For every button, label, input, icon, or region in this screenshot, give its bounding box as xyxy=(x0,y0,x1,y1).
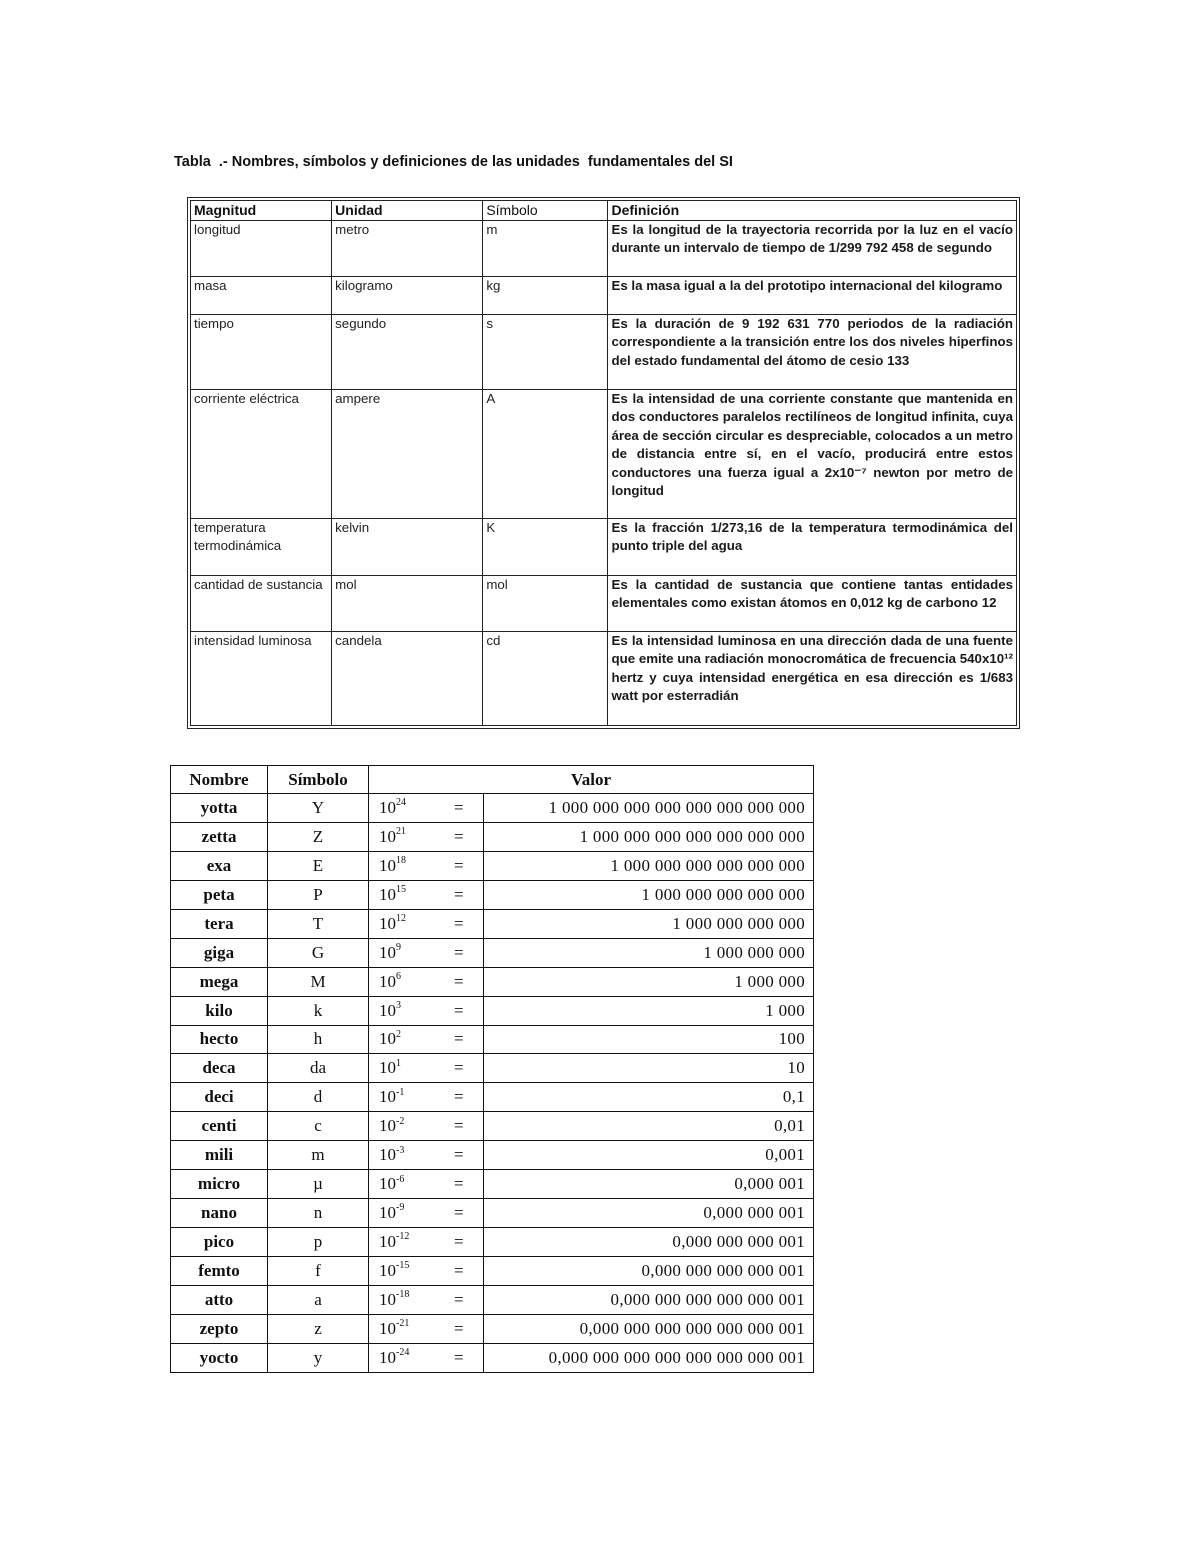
prefix-symbol: G xyxy=(268,938,369,967)
prefix-name: nano xyxy=(171,1199,268,1228)
prefix-row-micro xyxy=(171,1170,814,1199)
prefix-value: 1 000 xyxy=(484,996,814,1025)
prefix-power xyxy=(369,1257,435,1286)
si-base-units-table-frame xyxy=(187,197,1020,729)
page-title: Tabla .- Nombres, símbolos y definiciones de las unidades fundamentales del SI xyxy=(174,154,733,170)
prefix-row-deca xyxy=(171,1054,814,1083)
power-exponent: 2 xyxy=(396,1028,401,1040)
power-base: 10 xyxy=(379,884,396,904)
prefix-name: zepto xyxy=(171,1314,268,1343)
prefix-name: deca xyxy=(171,1054,268,1083)
power-exponent: -2 xyxy=(396,1115,405,1127)
prefix-symbol: da xyxy=(268,1054,369,1083)
prefix-value: 0,000 000 000 000 000 001 xyxy=(484,1285,814,1314)
prefix-power xyxy=(369,1170,435,1199)
header-unidad: Unidad xyxy=(332,201,483,221)
prefix-value: 1 000 000 000 000 000 000 000 xyxy=(484,822,814,851)
prefix-symbol: h xyxy=(268,1025,369,1054)
magnitud-cell: intensidad luminosa xyxy=(191,631,332,725)
prefix-symbol: µ xyxy=(268,1170,369,1199)
equals-sign: = xyxy=(435,1054,484,1083)
power-exponent: 24 xyxy=(396,797,406,809)
prefix-value: 0,001 xyxy=(484,1141,814,1170)
definicion-cell: Es la longitud de la trayectoria recorrida por la luz en el vacío durante un intervalo de tiempo de 1/299 792 458 de segundo xyxy=(608,220,1017,276)
power-base: 10 xyxy=(379,1232,396,1252)
prefix-name: mega xyxy=(171,967,268,996)
prefix-name: micro xyxy=(171,1170,268,1199)
power-base: 10 xyxy=(379,1289,396,1309)
prefix-value: 0,000 001 xyxy=(484,1170,814,1199)
unidad-cell: kilogramo xyxy=(332,276,483,314)
power-base: 10 xyxy=(379,1318,396,1338)
prefix-name: zetta xyxy=(171,822,268,851)
prefix-power xyxy=(369,880,435,909)
prefix-header-row xyxy=(171,766,814,794)
prefix-row-yocto xyxy=(171,1343,814,1372)
equals-sign: = xyxy=(435,1199,484,1228)
unidad-cell: kelvin xyxy=(332,518,483,575)
prefix-value: 0,000 000 000 000 000 000 000 001 xyxy=(484,1343,814,1372)
equals-sign: = xyxy=(435,1025,484,1054)
equals-sign: = xyxy=(435,1343,484,1372)
prefix-name: yocto xyxy=(171,1343,268,1372)
prefix-name: kilo xyxy=(171,996,268,1025)
prefix-power xyxy=(369,794,435,823)
prefix-value: 1 000 000 000 000 xyxy=(484,909,814,938)
prefix-name: giga xyxy=(171,938,268,967)
power-base: 10 xyxy=(379,855,396,875)
prefix-name: pico xyxy=(171,1228,268,1257)
prefix-row-mega xyxy=(171,967,814,996)
prefix-value: 0,000 000 000 000 001 xyxy=(484,1257,814,1286)
power-base: 10 xyxy=(379,1000,396,1020)
prefix-row-mili xyxy=(171,1141,814,1170)
si-base-units-table xyxy=(190,200,1017,726)
prefix-power xyxy=(369,1199,435,1228)
header-definicion: Definición xyxy=(608,201,1017,221)
power-exponent: -21 xyxy=(396,1318,410,1330)
power-base: 10 xyxy=(379,826,396,846)
power-exponent: -6 xyxy=(396,1173,405,1185)
prefix-power xyxy=(369,938,435,967)
prefix-name: exa xyxy=(171,851,268,880)
definicion-cell: Es la intensidad de una corriente constante que mantenida en dos conductores paralelos rectilíneos de longitud infinita, cuya área de sección circular es despreciable, colocados a un metro de distancia entre sí, en el vacío, producirá entre estos conductores una fuerza igual a 2x10⁻⁷ newton por metro de longitud xyxy=(608,389,1017,518)
si-row-longitud xyxy=(191,220,1017,276)
prefix-name: deci xyxy=(171,1083,268,1112)
prefix-value: 0,000 000 001 xyxy=(484,1199,814,1228)
equals-sign: = xyxy=(435,1228,484,1257)
prefix-row-yotta xyxy=(171,794,814,823)
prefix-value: 1 000 000 000 000 000 000 000 000 xyxy=(484,794,814,823)
prefix-power xyxy=(369,1141,435,1170)
header-magnitud: Magnitud xyxy=(191,201,332,221)
si-row-cantidad xyxy=(191,575,1017,631)
prefix-value: 1 000 000 xyxy=(484,967,814,996)
si-row-temperatura xyxy=(191,518,1017,575)
prefix-power xyxy=(369,822,435,851)
power-exponent: -1 xyxy=(396,1086,405,1098)
simbolo-cell: A xyxy=(483,389,608,518)
unidad-cell: mol xyxy=(332,575,483,631)
si-prefix-table xyxy=(170,765,814,1373)
prefix-row-pico xyxy=(171,1228,814,1257)
equals-sign: = xyxy=(435,909,484,938)
simbolo-cell: s xyxy=(483,314,608,389)
unidad-cell: candela xyxy=(332,631,483,725)
prefix-name: peta xyxy=(171,880,268,909)
prefix-value: 1 000 000 000 xyxy=(484,938,814,967)
prefix-row-atto xyxy=(171,1285,814,1314)
prefix-row-tera xyxy=(171,909,814,938)
prefix-power xyxy=(369,1054,435,1083)
definicion-cell: Es la cantidad de sustancia que contiene tantas entidades elementales como existan átomos en 0,012 kg de carbono 12 xyxy=(608,575,1017,631)
header-valor: Valor xyxy=(369,766,814,794)
power-base: 10 xyxy=(379,1116,396,1136)
power-exponent: 9 xyxy=(396,942,401,953)
prefix-symbol: m xyxy=(268,1141,369,1170)
prefix-row-centi xyxy=(171,1112,814,1141)
power-exponent: 6 xyxy=(396,970,401,982)
equals-sign: = xyxy=(435,996,484,1025)
power-exponent: 21 xyxy=(396,826,406,838)
equals-sign: = xyxy=(435,1257,484,1286)
prefix-name: atto xyxy=(171,1285,268,1314)
power-exponent: 3 xyxy=(396,999,401,1011)
power-base: 10 xyxy=(379,1347,396,1367)
prefix-symbol: f xyxy=(268,1257,369,1286)
definicion-cell: Es la masa igual a la del prototipo internacional del kilogramo xyxy=(608,276,1017,314)
prefix-symbol: P xyxy=(268,880,369,909)
unidad-cell: metro xyxy=(332,220,483,276)
power-base: 10 xyxy=(379,971,396,991)
prefix-table-body xyxy=(171,794,814,1373)
power-exponent: -15 xyxy=(396,1260,410,1272)
prefix-row-giga xyxy=(171,938,814,967)
prefix-value: 0,000 000 000 001 xyxy=(484,1228,814,1257)
power-base: 10 xyxy=(379,1260,396,1280)
equals-sign: = xyxy=(435,1314,484,1343)
prefix-name: yotta xyxy=(171,794,268,823)
prefix-name: femto xyxy=(171,1257,268,1286)
definicion-cell: Es la duración de 9 192 631 770 periodos de la radiación correspondiente a la transición entre los dos niveles hiperfinos del estado fundamental del átomo de cesio 133 xyxy=(608,314,1017,389)
prefix-row-deci xyxy=(171,1083,814,1112)
equals-sign: = xyxy=(435,938,484,967)
si-row-tiempo xyxy=(191,314,1017,389)
power-base: 10 xyxy=(379,797,396,817)
equals-sign: = xyxy=(435,1112,484,1141)
equals-sign: = xyxy=(435,1083,484,1112)
prefix-row-peta xyxy=(171,880,814,909)
prefix-power xyxy=(369,1083,435,1112)
prefix-value: 1 000 000 000 000 000 000 xyxy=(484,851,814,880)
prefix-symbol: d xyxy=(268,1083,369,1112)
prefix-power xyxy=(369,967,435,996)
si-header-row xyxy=(191,201,1017,221)
equals-sign: = xyxy=(435,822,484,851)
prefix-row-zetta xyxy=(171,822,814,851)
prefix-symbol: Y xyxy=(268,794,369,823)
prefix-name: hecto xyxy=(171,1025,268,1054)
header-simbolo: Símbolo xyxy=(483,201,608,221)
magnitud-cell: corriente eléctrica xyxy=(191,389,332,518)
power-base: 10 xyxy=(379,1203,396,1223)
prefix-power xyxy=(369,851,435,880)
simbolo-cell: m xyxy=(483,220,608,276)
power-exponent: 12 xyxy=(396,913,406,925)
definicion-cell: Es la intensidad luminosa en una dirección dada de una fuente que emite una radiación monocromática de frecuencia 540x10¹² hertz y cuya intensidad energética en esa dirección es 1/683 watt por esterradián xyxy=(608,631,1017,725)
magnitud-cell: temperatura termodinámica xyxy=(191,518,332,575)
prefix-value: 0,000 000 000 000 000 000 001 xyxy=(484,1314,814,1343)
power-exponent: -24 xyxy=(396,1347,410,1359)
power-base: 10 xyxy=(379,913,396,933)
power-base: 10 xyxy=(379,1174,396,1194)
prefix-power xyxy=(369,1314,435,1343)
si-row-corriente xyxy=(191,389,1017,518)
power-base: 10 xyxy=(379,1087,396,1107)
prefix-symbol: T xyxy=(268,909,369,938)
definicion-cell: Es la fracción 1/273,16 de la temperatura termodinámica del punto triple del agua xyxy=(608,518,1017,575)
prefix-power xyxy=(369,1025,435,1054)
prefix-power xyxy=(369,1343,435,1372)
prefix-symbol: k xyxy=(268,996,369,1025)
prefix-name: centi xyxy=(171,1112,268,1141)
equals-sign: = xyxy=(435,880,484,909)
prefix-power xyxy=(369,1228,435,1257)
prefix-power xyxy=(369,996,435,1025)
prefix-symbol: y xyxy=(268,1343,369,1372)
power-exponent: -3 xyxy=(396,1144,405,1156)
simbolo-cell: kg xyxy=(483,276,608,314)
prefix-row-zepto xyxy=(171,1314,814,1343)
prefix-name: tera xyxy=(171,909,268,938)
power-exponent: -18 xyxy=(396,1289,410,1301)
prefix-value: 0,01 xyxy=(484,1112,814,1141)
si-row-masa xyxy=(191,276,1017,314)
magnitud-cell: tiempo xyxy=(191,314,332,389)
prefix-value: 1 000 000 000 000 000 xyxy=(484,880,814,909)
power-base: 10 xyxy=(379,942,396,962)
equals-sign: = xyxy=(435,851,484,880)
prefix-symbol: E xyxy=(268,851,369,880)
power-base: 10 xyxy=(379,1058,396,1078)
power-exponent: -9 xyxy=(396,1202,405,1214)
prefix-power xyxy=(369,1112,435,1141)
prefix-value: 10 xyxy=(484,1054,814,1083)
simbolo-cell: K xyxy=(483,518,608,575)
prefix-row-femto xyxy=(171,1257,814,1286)
prefix-row-exa xyxy=(171,851,814,880)
equals-sign: = xyxy=(435,967,484,996)
equals-sign: = xyxy=(435,794,484,823)
magnitud-cell: longitud xyxy=(191,220,332,276)
unidad-cell: ampere xyxy=(332,389,483,518)
prefix-row-hecto xyxy=(171,1025,814,1054)
prefix-symbol: p xyxy=(268,1228,369,1257)
magnitud-cell: cantidad de sustancia xyxy=(191,575,332,631)
simbolo-cell: mol xyxy=(483,575,608,631)
prefix-symbol: Z xyxy=(268,822,369,851)
equals-sign: = xyxy=(435,1285,484,1314)
prefix-value: 100 xyxy=(484,1025,814,1054)
power-exponent: 18 xyxy=(396,855,406,867)
power-exponent: -12 xyxy=(396,1231,410,1243)
prefix-power xyxy=(369,909,435,938)
unidad-cell: segundo xyxy=(332,314,483,389)
prefix-symbol: M xyxy=(268,967,369,996)
prefix-name: mili xyxy=(171,1141,268,1170)
power-exponent: 15 xyxy=(396,884,406,896)
header-nombre: Nombre xyxy=(171,766,268,794)
prefix-symbol: z xyxy=(268,1314,369,1343)
si-row-intensidad xyxy=(191,631,1017,725)
prefix-symbol: c xyxy=(268,1112,369,1141)
power-exponent: 1 xyxy=(396,1057,401,1069)
simbolo-cell: cd xyxy=(483,631,608,725)
power-base: 10 xyxy=(379,1145,396,1165)
magnitud-cell: masa xyxy=(191,276,332,314)
prefix-row-kilo xyxy=(171,996,814,1025)
equals-sign: = xyxy=(435,1141,484,1170)
header-simbolo: Símbolo xyxy=(268,766,369,794)
power-base: 10 xyxy=(379,1029,396,1049)
prefix-symbol: a xyxy=(268,1285,369,1314)
prefix-value: 0,1 xyxy=(484,1083,814,1112)
prefix-power xyxy=(369,1285,435,1314)
equals-sign: = xyxy=(435,1170,484,1199)
prefix-row-nano xyxy=(171,1199,814,1228)
prefix-symbol: n xyxy=(268,1199,369,1228)
